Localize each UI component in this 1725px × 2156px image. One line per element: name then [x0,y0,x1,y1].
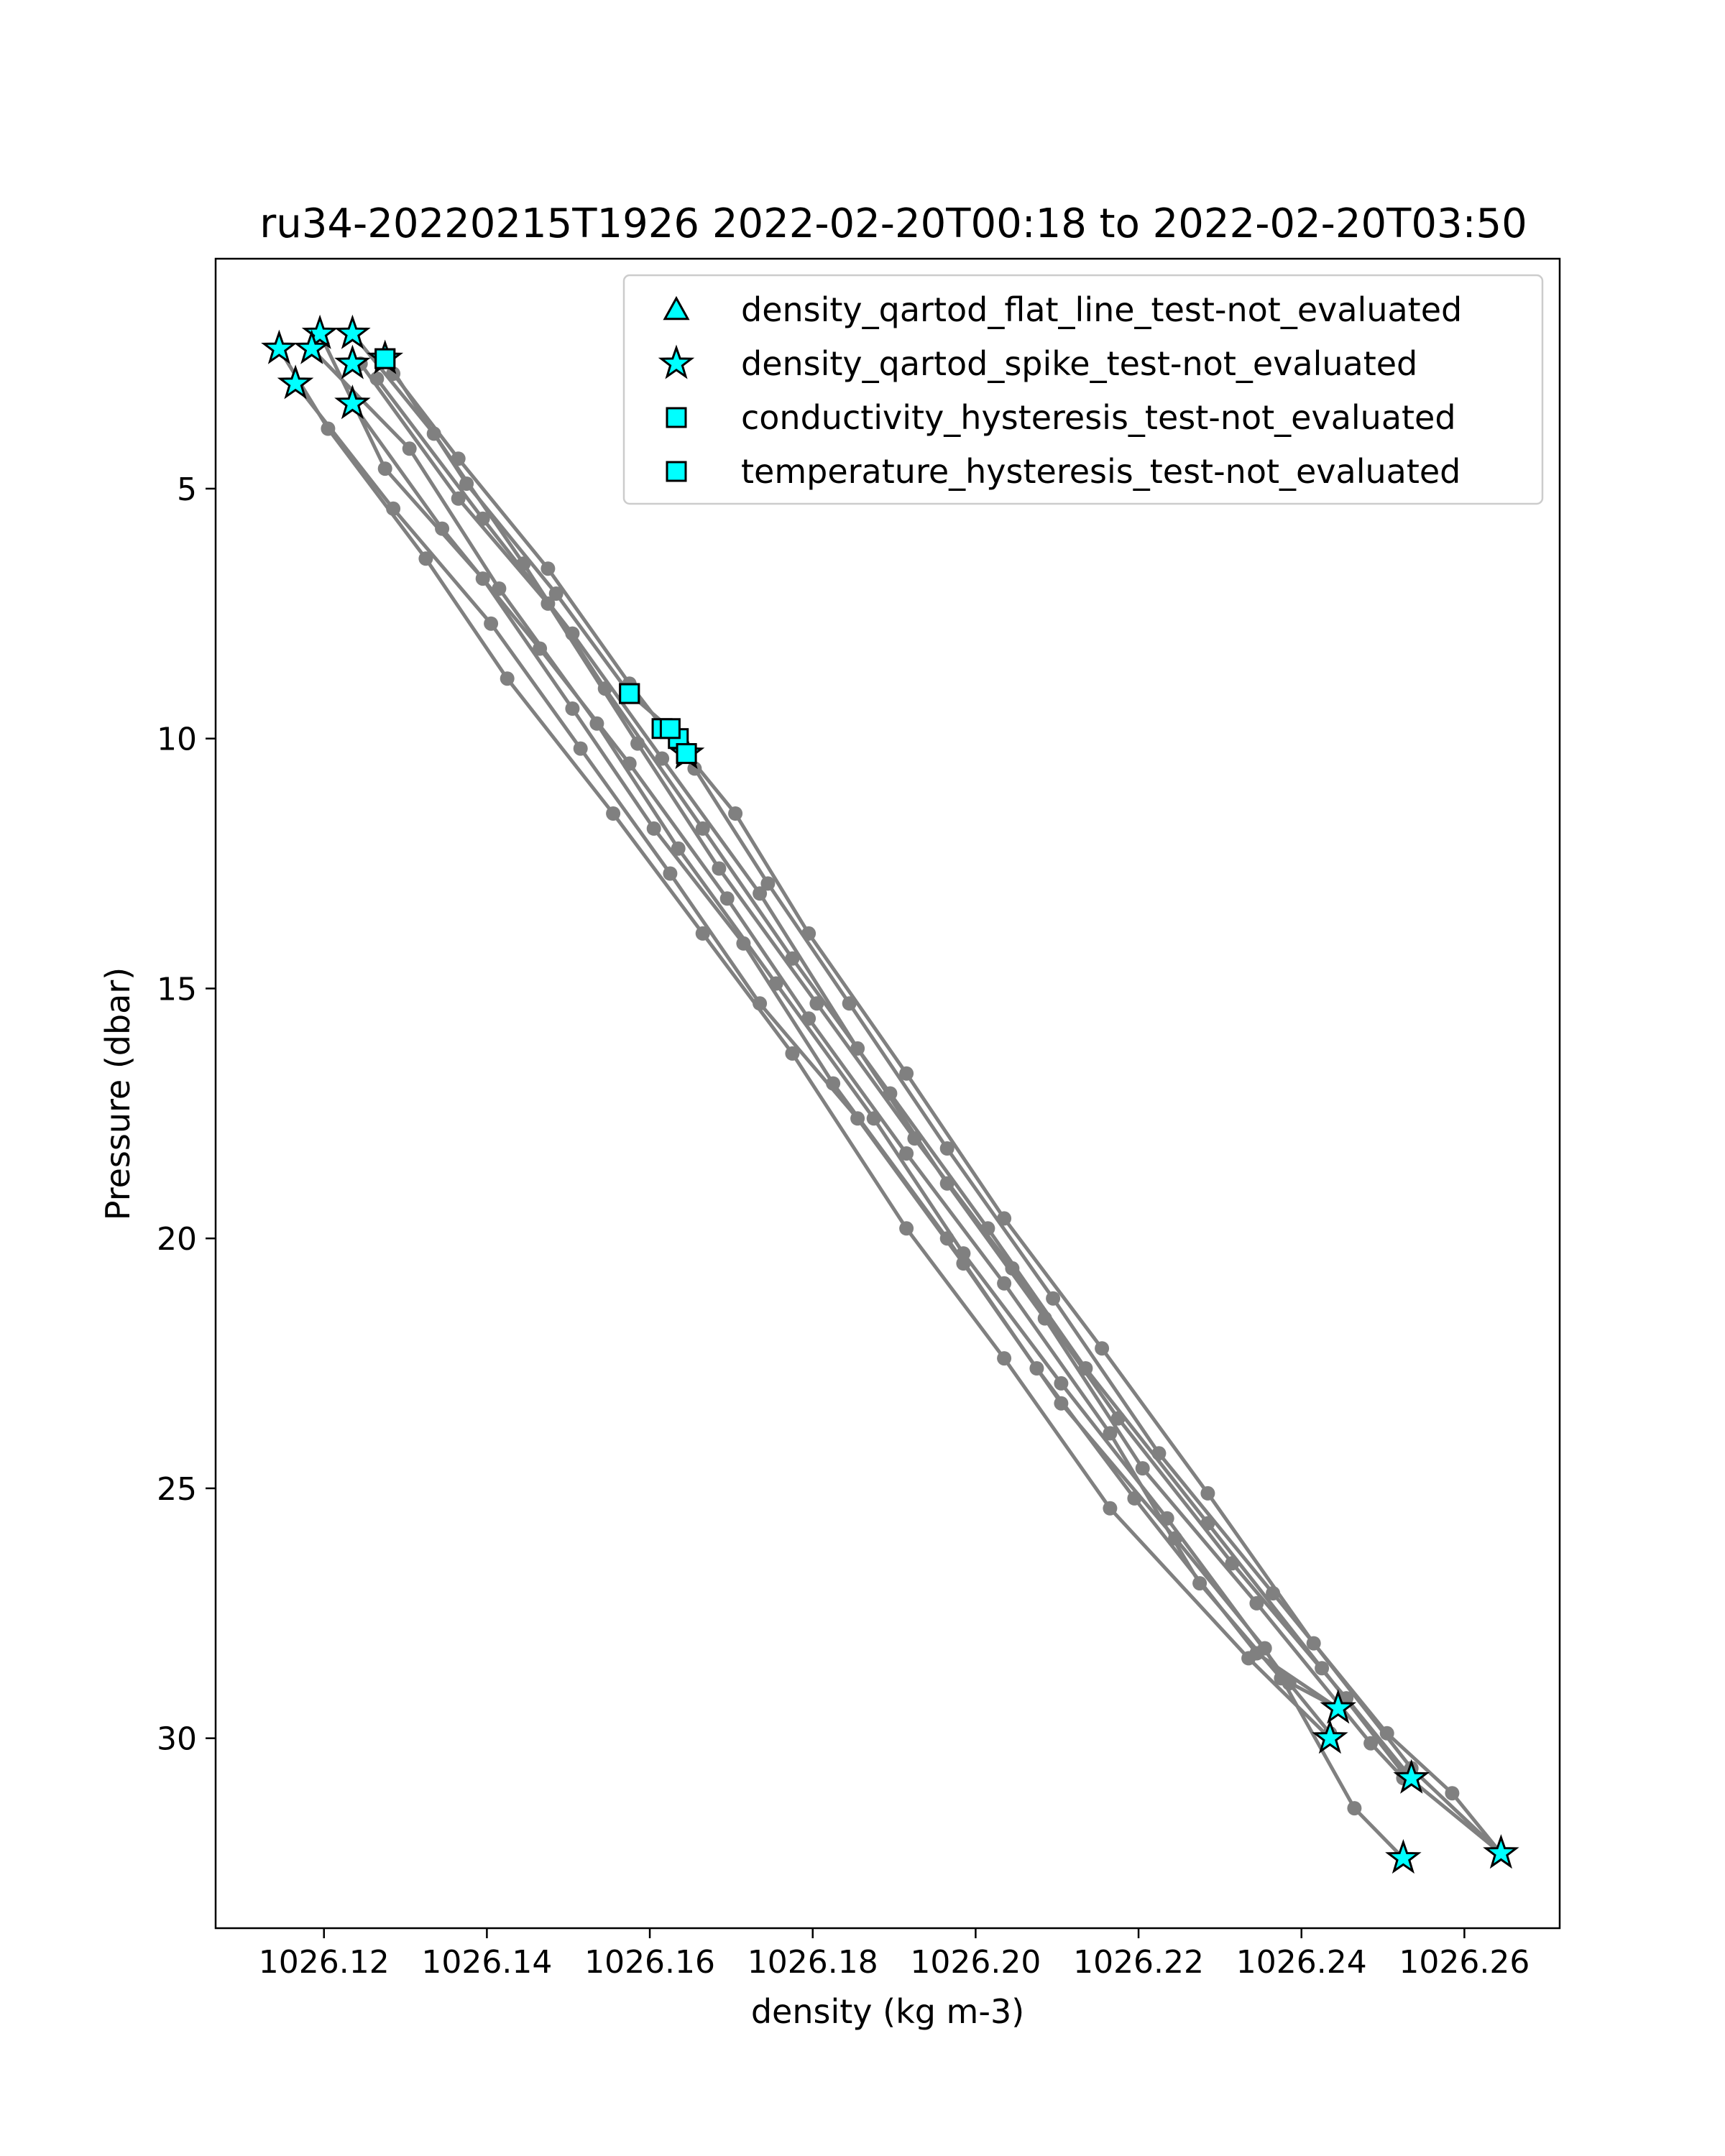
x-tick-label: 1026.22 [1073,1944,1205,1981]
data-point [1136,1461,1150,1475]
temperature-hysteresis-marker [661,719,679,738]
data-point [378,461,392,476]
data-point [826,1077,840,1091]
x-tick-label: 1026.18 [747,1944,878,1981]
x-tick-label: 1026.12 [258,1944,390,1981]
data-point [1095,1341,1109,1355]
data-point [712,862,726,876]
data-point [1445,1786,1459,1800]
data-point [997,1276,1011,1291]
data-point [940,1141,954,1156]
data-point [1249,1596,1264,1611]
legend [624,275,1542,504]
temperature-hysteresis-marker [677,745,696,763]
data-point [760,876,775,890]
x-tick-label: 1026.14 [421,1944,553,1981]
data-point [728,806,742,821]
data-point [720,891,735,906]
data-point [899,1146,914,1161]
data-point [459,476,474,491]
legend-label: density_qartod_flat_line_test-not_evaluated [741,290,1463,329]
y-tick-label: 20 [157,1221,197,1258]
x-tick-label: 1026.26 [1399,1944,1530,1981]
legend-label: conductivity_hysteresis_test-not_evaluated [741,398,1456,437]
data-point [842,996,857,1010]
data-point [801,1011,816,1026]
y-axis-label: Pressure (dbar) [98,967,137,1221]
data-point [630,737,645,751]
data-point [386,502,400,516]
data-point [484,617,498,631]
y-tick-label: 10 [157,721,197,758]
data-point [899,1221,914,1235]
data-point [565,701,579,716]
data-point [565,627,579,641]
data-point [1380,1726,1394,1741]
data-point [1200,1486,1215,1501]
x-tick-label: 1026.20 [910,1944,1041,1981]
data-point [1363,1736,1378,1751]
data-point [451,451,466,466]
data-point [940,1176,954,1191]
data-point [622,757,637,771]
legend-entry [661,344,1417,383]
x-axis-label: density (kg m-3) [750,1992,1025,2031]
data-point [1029,1361,1044,1376]
data-point [956,1246,970,1261]
y-tick-label: 15 [157,971,197,1008]
y-tick-label: 30 [157,1720,197,1758]
data-point [1274,1671,1288,1685]
data-point [574,742,588,756]
data-point [533,642,547,656]
temperature-hysteresis-marker [620,684,639,703]
data-point [1266,1586,1280,1600]
legend-square-marker [667,408,686,427]
x-tick-label: 1026.24 [1236,1944,1367,1981]
data-point [402,441,417,456]
data-point [606,806,620,821]
legend-label: temperature_hysteresis_test-not_evaluated [741,452,1461,491]
data-point [1347,1801,1361,1815]
data-point [997,1351,1011,1365]
data-point [809,996,824,1010]
legend-entry [667,452,1460,491]
data-point [1127,1491,1141,1506]
data-point [663,867,677,881]
data-point [500,671,515,686]
y-tick-label: 25 [157,1470,197,1508]
data-point [369,372,384,386]
data-point [435,522,449,536]
data-point [753,996,767,1010]
data-point [647,821,661,836]
data-point [1151,1446,1166,1460]
data-point [476,512,490,526]
legend-entry [667,398,1456,437]
temperature-hysteresis-marker [376,349,395,368]
data-point [540,561,555,576]
legend-label: density_qartod_spike_test-not_evaluated [741,344,1418,383]
data-point [1192,1576,1207,1590]
data-point [1103,1501,1117,1516]
data-point [1054,1376,1068,1391]
data-point [671,842,686,856]
data-point [1038,1312,1052,1326]
chart-title: ru34-20220215T1926 2022-02-20T00:18 to 2022-02-20T03:50 [259,201,1527,247]
legend-entry [665,290,1462,329]
data-point [1046,1291,1060,1306]
legend-square-marker [667,462,686,481]
data-point [655,752,669,766]
y-tick-label: 5 [177,471,197,508]
data-point [850,1041,865,1056]
x-tick-label: 1026.16 [584,1944,716,1981]
